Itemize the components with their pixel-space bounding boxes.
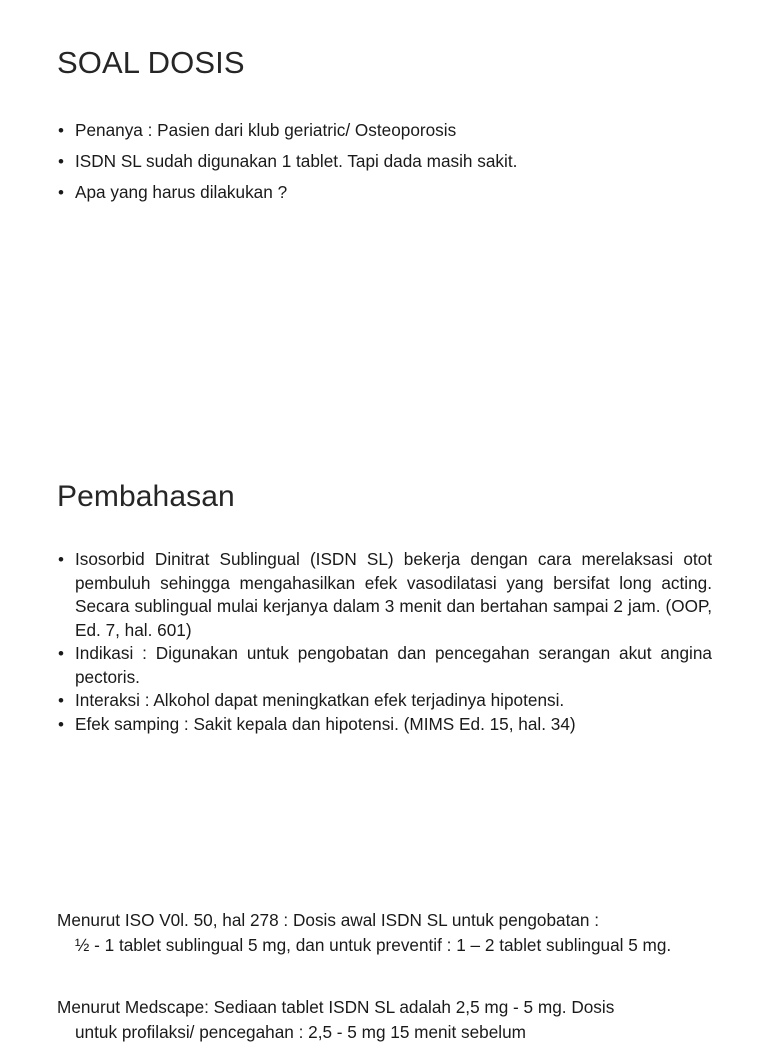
bullet-dot-icon: • bbox=[58, 644, 64, 663]
reference-medscape-line2: untuk profilaksi/ pencegahan : 2,5 - 5 mg 15 menit sebelum bbox=[75, 1022, 526, 1042]
list-item-text: Penanya : Pasien dari klub geriatric/ Osteoporosis bbox=[75, 120, 457, 140]
reference-iso-line1: Menurut ISO V0l. 50, hal 278 : Dosis awal ISDN SL untuk pengobatan : bbox=[57, 910, 600, 930]
bullet-dot-icon: • bbox=[58, 714, 64, 734]
reference-medscape-line1: Menurut Medscape: Sediaan tablet ISDN SL adalah 2,5 mg - 5 mg. Dosis bbox=[57, 997, 615, 1017]
bullet-dot-icon: • bbox=[58, 691, 64, 710]
pembahasan-bullet-list bbox=[57, 548, 712, 736]
bullet-dot-icon: • bbox=[58, 183, 64, 202]
list-item bbox=[57, 689, 712, 713]
list-item bbox=[57, 548, 712, 642]
soal-bullet-list bbox=[57, 115, 697, 208]
list-item bbox=[57, 146, 697, 177]
list-item-text: Interaksi : Alkohol dapat meningkatkan efek terjadinya hipotensi. bbox=[75, 690, 565, 710]
bullet-dot-icon: • bbox=[58, 121, 64, 140]
list-item bbox=[57, 642, 712, 689]
list-item-text: Apa yang harus dilakukan ? bbox=[75, 182, 288, 202]
page-title-soal-dosis: SOAL DOSIS bbox=[57, 45, 245, 80]
bullet-dot-icon: • bbox=[58, 550, 64, 569]
reference-paragraph-iso bbox=[57, 908, 722, 958]
list-item bbox=[57, 115, 697, 146]
list-item-text: Efek samping : Sakit kepala dan hipotensi. (MIMS Ed. 15, hal. 34) bbox=[75, 713, 576, 734]
page-title-pembahasan: Pembahasan bbox=[57, 480, 235, 513]
list-item bbox=[57, 177, 697, 208]
bullet-dot-icon: • bbox=[58, 152, 64, 171]
reference-paragraph-medscape bbox=[57, 995, 722, 1045]
list-item-text: Isosorbid Dinitrat Sublingual (ISDN SL) bekerja dengan cara merelaksasi otot pembuluh sehingga mengahasilkan efek vasodilatasi yang bersifat long acting. Secara sublingual mulai kerjanya dalam 3 menit dan bertahan sampai 2 jam. (OOP, Ed. 7, hal. 601) bbox=[75, 549, 712, 640]
list-item-text: ISDN SL sudah digunakan 1 tablet. Tapi dada masih sakit. bbox=[75, 151, 518, 171]
list-item bbox=[57, 713, 712, 737]
reference-iso-line2: ½ - 1 tablet sublingual 5 mg, dan untuk preventif : 1 – 2 tablet sublingual 5 mg. bbox=[75, 935, 672, 955]
list-item-text: Indikasi : Digunakan untuk pengobatan dan pencegahan serangan akut angina pectoris. bbox=[75, 643, 712, 687]
